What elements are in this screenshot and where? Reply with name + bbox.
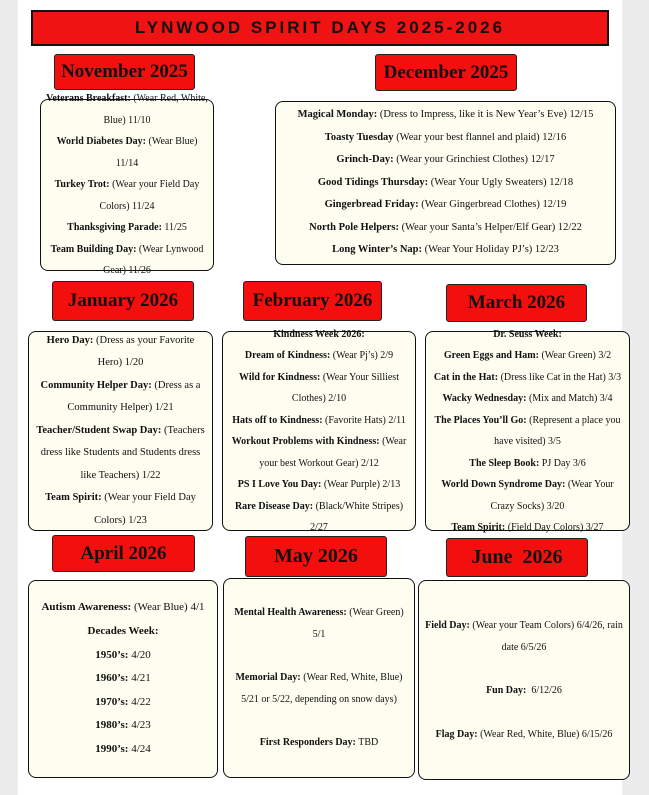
month-title-may: May 2026 [245, 536, 387, 577]
event-entry: 1990’s: 4/24 [95, 742, 151, 755]
february-events-box [222, 328, 416, 533]
page-title: LYNWOOD SPIRIT DAYS 2025-2026 [31, 10, 609, 46]
event-entry: Grinch-Day: (Wear your Grinchiest Clothes) 12/17 [336, 154, 555, 166]
event-entry: Long Winter’s Nap: (Wear Your Holiday PJ’s) 12/23 [332, 244, 559, 256]
december-events-box [275, 101, 616, 265]
event-entry: First Responders Day: TBD [259, 737, 379, 749]
event-entry: Fun Day: 6/12/26 [486, 685, 562, 696]
event-entry: World Down Syndrome Day: (Wear Your Crazy Socks) 3/20 [441, 479, 614, 512]
event-entry: Toasty Tuesday (Wear your best flannel and plaid) 12/16 [324, 131, 567, 143]
month-title-february: February 2026 [243, 281, 382, 321]
event-entry: Community Helper Day: (Dress as a Community Helper) 1/21 [40, 379, 201, 414]
november-events-box [40, 93, 214, 277]
event-entry: Wild for Kindness: (Wear Your Silliest Clothes) 2/10 [239, 371, 399, 404]
april-events-box [28, 580, 218, 778]
event-entry: North Pole Helpers: (Wear your Santa’s Helper/Elf Gear) 12/22 [309, 221, 582, 233]
event-entry: Workout Problems with Kindness: (Wear your best Workout Gear) 2/12 [231, 436, 407, 469]
month-title-november: November 2025 [54, 54, 195, 90]
month-title-january: January 2026 [52, 281, 194, 321]
event-entry: Mental Health Awareness: (Wear Green) 5/1 [234, 607, 404, 640]
event-entry: Team Spirit: (Field Day Colors) 3/27 [451, 522, 604, 533]
event-entry: Turkey Trot: (Wear your Field Day Colors) 11/24 [54, 179, 200, 212]
month-title-december: December 2025 [375, 54, 517, 91]
event-entry: Hats off to Kindness: (Favorite Hats) 2/11 [232, 414, 406, 426]
event-entry: 1950’s: 4/20 [95, 648, 151, 661]
event-entry: Dream of Kindness: (Wear Pj’s) 2/9 [244, 350, 394, 361]
event-entry: Green Eggs and Ham: (Wear Green) 3/2 [443, 350, 612, 361]
event-entry: Dr. Seuss Week: [493, 328, 562, 340]
event-entry: Cat in the Hat: (Dress like Cat in the Hat) 3/3 [433, 371, 622, 383]
june-events-box [418, 580, 630, 780]
event-entry: Field Day: (Wear your Team Colors) 6/4/26, rain date 6/5/26 [425, 620, 623, 653]
event-entry: Team Building Day: (Wear Lynwood Gear) 11/26 [50, 243, 204, 277]
event-entry: Good Tidings Thursday: (Wear Your Ugly Sweaters) 12/18 [317, 176, 574, 188]
event-entry: PS I Love You Day: (Wear Purple) 2/13 [237, 479, 401, 490]
event-entry: Thanksgiving Parade: 11/25 [67, 222, 187, 234]
month-title-march: March 2026 [446, 284, 587, 322]
event-entry: Flag Day: (Wear Red, White, Blue) 6/15/26 [435, 728, 613, 740]
event-entry: The Places You’ll Go: (Represent a place you have visited) 3/5 [434, 414, 621, 447]
event-entry: Autism Awareness: (Wear Blue) 4/1 [41, 601, 205, 614]
event-entry: Memorial Day: (Wear Red, White, Blue) 5/21 or 5/22, depending on snow days) [235, 672, 403, 705]
event-entry: Veterans Breakfast: (Wear Red, White, Blue) 11/10 [46, 93, 208, 126]
event-entry: The Sleep Book: PJ Day 3/6 [469, 457, 586, 469]
event-entry: Team Spirit: (Wear your Field Day Colors) 1/23 [45, 492, 196, 526]
event-entry: Decades Week: [87, 625, 159, 638]
month-title-june: June 2026 [446, 538, 588, 577]
event-entry: 1970’s: 4/22 [95, 695, 151, 708]
event-entry: Teacher/Student Swap Day: (Teachers dress like Students and Students dress like Teachers) 1/22 [36, 424, 205, 481]
march-events-box [425, 328, 630, 533]
event-entry: 1960’s: 4/21 [95, 672, 151, 685]
event-entry: Wacky Wednesday: (Mix and Match) 3/4 [442, 393, 613, 404]
event-entry: Gingerbread Friday: (Wear Gingerbread Clothes) 12/19 [324, 199, 567, 211]
january-events-box [28, 331, 213, 531]
may-events-box [223, 578, 415, 778]
event-entry: Magical Monday: (Dress to Impress, like it is New Year’s Eve) 12/15 [297, 109, 594, 121]
event-entry: Hero Day: (Dress as your Favorite Hero) 1/20 [46, 334, 195, 369]
event-entry: 1980’s: 4/23 [95, 719, 151, 732]
event-entry: World Diabetes Day: (Wear Blue) 11/14 [56, 136, 198, 169]
event-entry: Rare Disease Day: (Black/White Stripes) 2/27 [234, 500, 404, 533]
event-entry: Kindness Week 2026: [273, 328, 365, 340]
month-title-april: April 2026 [52, 535, 195, 572]
